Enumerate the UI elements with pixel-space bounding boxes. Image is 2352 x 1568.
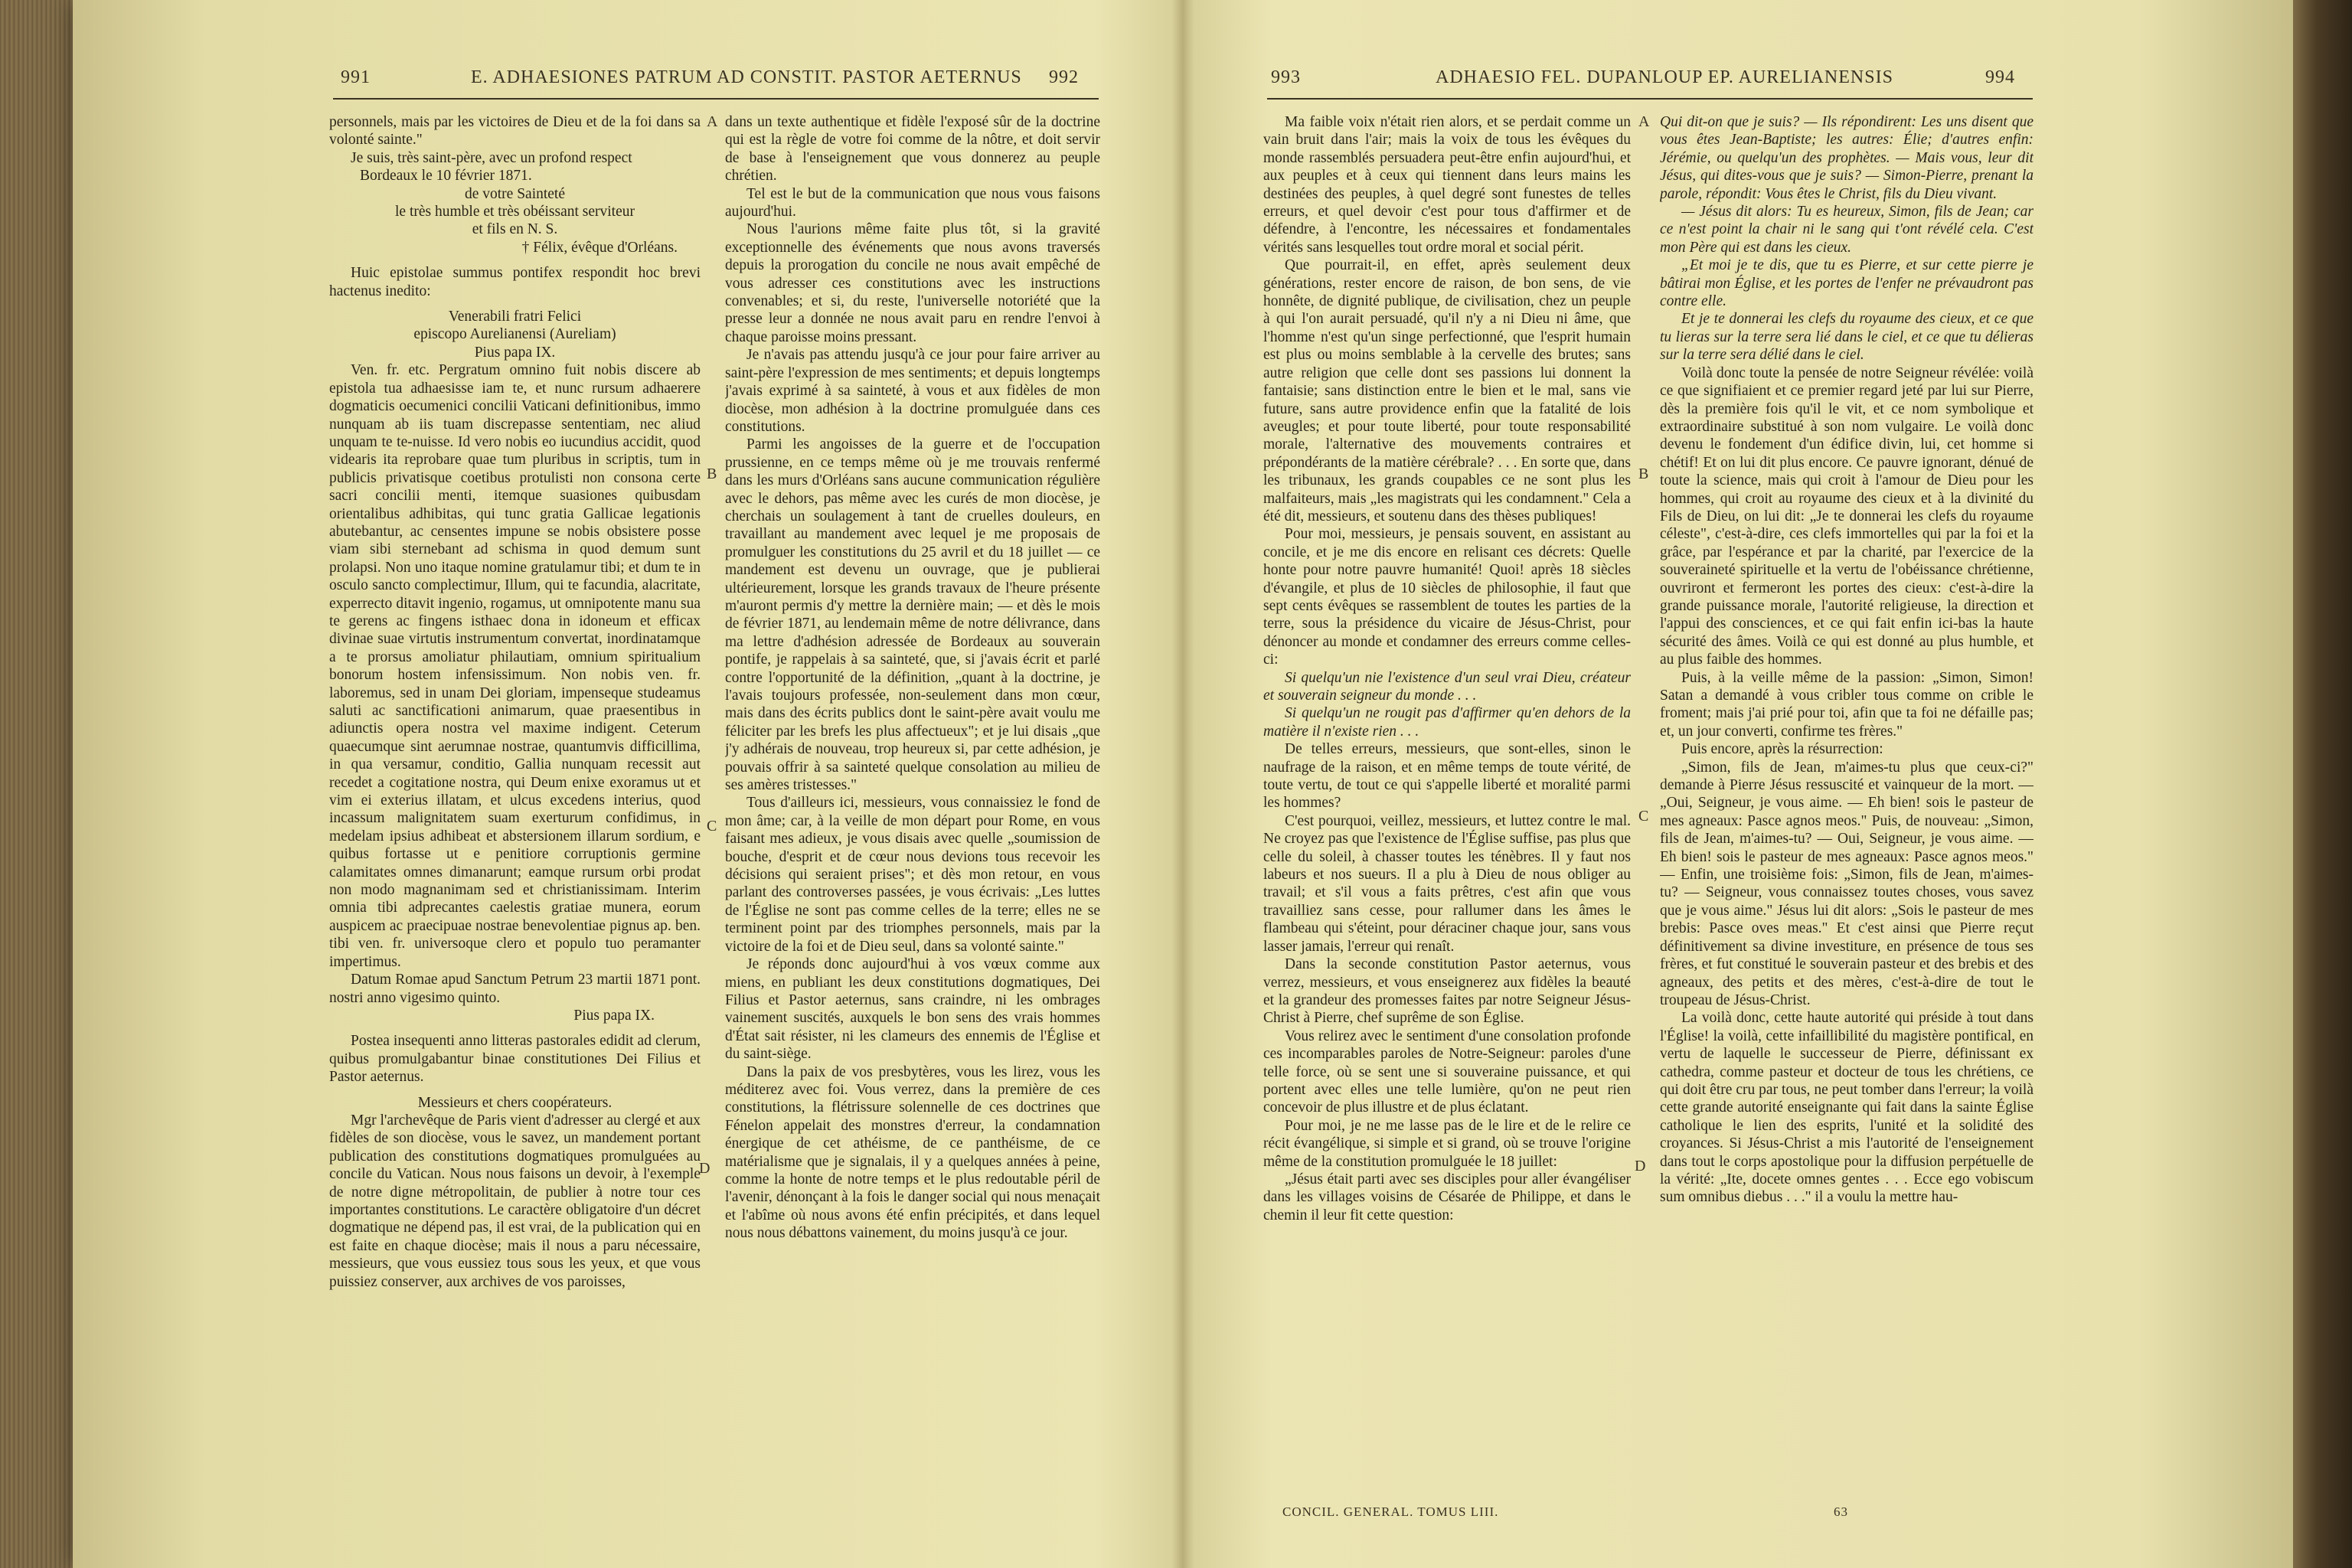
book-spread [73,0,2293,1568]
paragraph: Nous l'aurions même faite plus tôt, si la gravité exceptionnelle des événements que nous avons traversés depuis la prorogation du concile ne nous avait empêché de vous adresser ces constitutions avec les instructions convenables; et si, du reste, l'universelle notoriété que la presse leur a donnée ne nous avait paru en rendre l'envoi à chaque paroisse moins pressant. [725,221,1100,345]
paragraph: Messieurs et chers coopérateurs. [417,1094,612,1111]
paragraph: Puis, à la veille même de la passion: „Simon, Simon! Satan a demandé à vous cribler tous comme on crible le froment; mais j'ai prié pour toi, afin que ta foi ne défaille pas; et, un jour converti, confirme tes frères." [1660,669,2034,740]
paragraph: Bordeaux le 10 février 1871. [360,168,532,185]
paragraph: Puis encore, après la résurrection: [1681,741,1883,758]
paragraph: Huic epistolae summus pontifex respondit hoc brevi hactenus inedito: [329,265,701,299]
margin-letter-b: B [707,466,717,482]
margin-letter-d: D [699,1160,710,1177]
margin-letter-c: C [707,818,717,835]
signature: † Félix, évêque d'Orléans. [521,239,678,256]
paragraph: Parmi les angoisses de la guerre et de l'occupation prussienne, en ce temps même où je me trouvais renfermé dans les murs d'Orléans sans aucune communication régulière avec le dehors, pas même avec les curés de mon diocèse, je cherchais un soulagement à tant de cruelles douleurs, en travaillant au mandement avec lequel je me proposais de promulguer les constitutions du 25 avril et du 18 juillet — ce mandement est devenu un ouvrage, que je publierai ultérieurement, lorsque les grands travaux de l'heure présente m'auront permis d'y mettre la dernière main; — et dès le mois de février 1871, au lendemain même de notre délivrance, dans ma lettre d'adhésion adressée de Bordeaux au souverain pontife, je rappelais à sa sainteté, que, si j'avais écrit et parlé contre l'opportunité de la définition, „quant à la doctrine, je l'avais toujours professée, non-seulement dans mon cœur, mais dans des écrits publics dont le saint-père avait voulu me féliciter par les brefs les plus affectueux"; et je lui disais „que j'y adhérais de nouveau, trop heureux si, par cette adhésion, je pouvais offrir à sa sainteté quelque consolation au milieu de ses amères tristesses." [725,436,1100,794]
quotation: — Jésus dit alors: Tu es heureux, Simon, fils de Jean; car ce n'est point la chair ni le sang qui t'ont révélé cela. C'est mon Père qui est dans les cieux. [1660,204,2034,256]
left-page-right-number: 992 [1049,67,1079,87]
paragraph: et fils en N. S. [472,221,558,238]
paragraph: Je n'avais pas attendu jusqu'à ce jour pour faire arriver au saint-père l'expression de mes sentiments; et depuis longtemps j'avais exprimé à sa sainteté, à vous et aux fidèles de mon diocèse, mon adhésion à la doctrine promulguée dans ces constitutions. [725,347,1100,435]
quotation: Qui dit-on que je suis? — Ils répondirent: Les uns disent que vous êtes Jean-Baptiste; les autres: Élie; d'autres enfin: Jérémie, ou quelqu'un des prophètes. — Mais vous, leur dit Jésus, qui dites-vous que je suis? — Simon-Pierre, prenant la parole, répondit: Vous êtes le Christ, fils du Dieu vivant. [1660,114,2034,202]
quotation: Si quelqu'un nie l'existence d'un seul vrai Dieu, créateur et souverain seigneur du monde . . . [1263,669,1631,704]
left-page-column-1 [329,113,701,1507]
margin-letter-a: A [1638,113,1650,130]
paragraph: Dans la seconde constitution Pastor aeternus, vous verrez, messieurs, et vous enseignerez aux fidèles la beauté et la grandeur des promesses faites par notre Seigneur Jésus-Christ à Pierre, chef suprême de son Église. [1263,956,1631,1027]
paragraph: Pour moi, messieurs, je pensais souvent, en assistant au concile, et je me dis encore en relisant ces décrets: Quelle honte pour notre pauvre humanité! Quoi! après 18 siècles d'évangile, et plus de 10 siècles de philosophie, il faut que sept cents évêques se rassemblent de toutes les parties de la terre, sous la présidence du vicaire de Jésus-Christ, pour dénoncer au monde et condamner des erreurs comme celles-ci: [1263,526,1631,668]
paragraph: Pius papa IX. [474,344,556,361]
paragraph: le très humble et très obéissant serviteur [395,204,635,220]
paragraph: Dans la paix de vos presbytères, vous les lirez, vous les méditerez avec foi. Vous verrez, dans la première de ces constitutions, la flétrissure solennelle de ces doctrines que Fénelon appelait des monstres d'erreur, la condamnation énergique de cet athéisme, de ce panthéisme, de ce matérialisme que je signalais, il y a quelques années à peine, comme la honte de notre temps et le plus redoutable péril de l'avenir, dénonçant à la fois le danger social qui nous menaçait et l'abîme où nous avons été enfin précipités, et dans lequel nous nous débattons vainement, du moins jusqu'à ce jour. [725,1063,1100,1242]
paragraph: episcopo Aurelianensi (Aureliam) [413,326,616,343]
paragraph: De telles erreurs, messieurs, que sont-elles, sinon le naufrage de la raison, et en même temps de toute vérité, de toute vertu, de tout ce qui s'appelle liberté et moralité parmi les hommes? [1263,741,1631,812]
paragraph: Postea insequenti anno litteras pastorales edidit ad clerum, quibus promulgabantur binae constitutiones Dei Filius et Pastor aeternus. [329,1033,701,1086]
paragraph: La voilà donc, cette haute autorité qui préside à tout dans l'Église! la voilà, cette infaillibilité du magistère pontifical, en vertu de laquelle le successeur de Pierre, définissant ex cathedra, comme pasteur et docteur de tous les chrétiens, ce qui doit être cru par tous, ne peut tomber dans l'erreur; la voilà cette grande autorité enseignante qui fait dans la sainte Église catholique le lien des esprits, l'unité et la solidité des croyances. Si Jésus-Christ a mis l'autorité de l'enseignement dans tout le corps apostolique pour la diffusion perpétuelle de la vérité: „Ite, docete omnes gentes . . . Ecce ego vobiscum sum omnibus diebus . . ." il a voulu la mettre hau- [1660,1010,2034,1206]
paragraph: Tel est le but de la communication que nous vous faisons aujourd'hui. [725,185,1100,220]
paragraph: C'est pourquoi, veillez, messieurs, et luttez contre le mal. Ne croyez pas que l'existence de l'Église suffise, pas plus que celle du soleil, à chasser toutes les ténèbres. Il y faut nos labeurs et nos sueurs. Il a plu à Dieu de nous obliger au travail; et s'il vous a faits prêtres, c'est afin que vous travailliez sans cesse, pour rallumer dans les âmes le flambeau qui s'éteint, pour déraciner chaque jour, sans vous lasser jamais, l'erreur qui renaît. [1263,812,1631,955]
right-header-rule [1267,98,2033,100]
paragraph: Tous d'ailleurs ici, messieurs, vous connaissiez le fond de mon âme; car, à la veille de mon départ pour Rome, en vous faisant mes adieux, je vous disais avec quelle „soumission de bouche, d'esprit et de cœur nous devions tous recevoir les décisions qui seraient prises"; et dès mon retour, en vous parlant des controverses passées, je vous écrivais: „Les luttes de l'Église ne sont pas comme celles de la terre; elles ne se terminent point par des triomphes personnels, mais par la victoire de la foi et de Dieu seul, dans sa volonté sainte." [725,795,1100,955]
margin-letter-a: A [707,113,718,130]
paragraph: Ma faible voix n'était rien alors, et se perdait comme un vain bruit dans l'air; mais la voix de tous les évêques du monde rassemblés persuadera peut-être enfin aujourd'hui, et aux peuples et à ceux qui tiennent dans leurs mains les destinées des peuples, à quel degré sont funestes de telles erreurs, et quel devoir c'est pour tous d'affirmer et de défendre, à l'encontre, les nécessaires et fondamentales vérités sans lesquelles tout ordre moral et social périt. [1263,114,1631,256]
margin-letter-b: B [1638,466,1649,482]
paragraph: Vous relirez avec le sentiment d'une consolation profonde ces incomparables paroles de Notre-Seigneur: paroles d'une telle force, où se sent une si souveraine puissance, et qui portent avec elles une telle lumière, qu'on ne peut rien concevoir de plus illustre et de plus éclatant. [1263,1027,1631,1116]
footer-sheet-number: 63 [1834,1504,1848,1519]
right-page-edges [2293,0,2352,1568]
paragraph: Je réponds donc aujourd'hui à vos vœux comme aux miens, en publiant les deux constitutions dogmatiques, Dei Filius et Pastor aeternus, sans craindre, ni les ombrages vainement suscités, auxquels le bon sens des vrais hommes d'État sait résister, ni les clameurs des ennemis de l'Église et du saint-siège. [725,956,1100,1063]
left-page-edges [0,0,73,1568]
paragraph: de votre Sainteté [464,185,566,202]
paragraph: Que pourrait-il, en effet, après seulement deux générations, rester encore de raison, de bon sens, de vie honnête, de dignité publique, de civilisation, chez un peuple à qui l'on aurait persuadé, qu'il n'y a ni Dieu ni âme, que l'homme n'est qu'un singe perfectionné, que l'esprit humain est plus ou moins semblable à la cervelle des brutes; sans autre religion que celle dont ses passions lui donnent la fantaisie; sans distinction entre le bien et le mal, sans vie future, sans autre providence enfin que la fatalité de lois aveugles; et pour toute liberté, pour toute responsabilité morale, l'alternative des mouvements contraires et prépondérants de la matière cérébrale? . . . En sorte que, dans les tribunaux, les grands coupables ce ne sont plus les malfaiteurs, mais „les magistrats qui les condamnent." Cela a été dit, messieurs, et soutenu dans des thèses publiques! [1263,257,1631,524]
paragraph: Venerabili fratri Felici [448,309,582,325]
signature: Pius papa IX. [573,1007,655,1024]
paragraph: „Simon, fils de Jean, m'aimes-tu plus que ceux-ci?" demande à Pierre Jésus ressuscité et vainqueur de la mort. — „Oui, Seigneur, je vous aime. — Eh bien! sois le pasteur de mes agneaux: Pasce agnos meos." Puis, de nouveau: „Simon, fils de Jean, m'aimes-tu? — Oui, Seigneur, je vous aime. — Eh bien! sois le pasteur de mes agneaux: Pasce agnos meos." — Enfin, une troisième fois: „Simon, fils de Jean, m'aimes-tu? — Seigneur, vous connaissez toutes choses, vous savez que je vous aime." Jésus lui dit alors: „Sois le pasteur de mes brebis: Pasce oves meas." Et c'est ainsi que Pierre reçut définitivement sa divine investiture, en présence de tous ses frères, et fut constitué le souverain pasteur et des brebis et des agneaux, des petits et des mères, c'est-à-dire de tout le troupeau de Jésus-Christ. [1660,759,2034,1008]
margin-letter-d: D [1635,1158,1646,1174]
paragraph: Ven. fr. etc. Pergratum omnino fuit nobis discere ab epistola tua adhaesisse iam te, et nunc rursum adhaerere dogmaticis oecumenici concilii Vaticani definitionibus, immo nunquam ab iis tuam discrepasse sententiam, nec aliud unquam te te-nuisse. Id vero nobis eo iucundius accidit, quod videaris ita reprobare quae tum pluribus in scriptis, tum in publicis privatisque coetibus protulisti non consona certe sacri concilii menti, itemque suasiones quibusdam orientalibus adhibitas, qui tunc gratia Gallicae legationis abutebantur, ac censentes impune se nobis obsistere posse viam sibi sternebant ad schisma in quod demum sunt prolapsi. Non uno itaque nomine gratulamur tibi; et dum te in osculo sancto complectimur, Illum, qui te facundia, alacritate, experrecto ditavit ingenio, rogamus, ut omnipotente manu sua te gerens ac fingens isthaec dona in idoneum et efficax divinae suae virtutis instrumentum convertat, inordinatamque a te prorsus amoliatur philautiam, omnium spiritualium bonorum hostem infensissimum. Non nobis ven. fr. laboremus, sed in unam Dei gloriam, impenseque studeamus saluti ac sanctificationi animarum, quae praesentibus in adiunctis opera nostra vel maxime indigent. Ceterum quaecumque sint aerumnae nostrae, quantumvis difficillima, in qua versamur, conditio, Gallia nunquam recessit aut recedet a cogitatione nostra, qui Deum enixe exoramus ut et vim ei exterius illatam, et ulcus excedens interius, quod incassum malignitatem suam exerturum confidimus, in medelam ipsius adhibeat et abstersionem illarum sordium, e quibus fortasse ut e penitiore corruptionis germine calamitates omnes dimanarunt; eamque rursum orbi prodat non modo magnanimam sed et christianissimam. Interim omnia tibi adprecantes caelestis gratiae munera, eorum auspicem ac praecipuae nostrae benevolentiae pignus ap. ben. tibi ven. fr. universoque clero et populo tuo peramanter impertimus. [329,362,701,970]
footer-signature: CONCIL. GENERAL. TOMUS LIII. [1282,1504,1499,1519]
paragraph: Je suis, très saint-père, avec un profond respect [351,149,632,166]
paragraph: Datum Romae apud Sanctum Petrum 23 martii 1871 pont. nostri anno vigesimo quinto. [329,972,701,1006]
quotation: Si quelqu'un ne rougit pas d'affirmer qu'en dehors de la matière il n'existe rien . . . [1263,705,1631,740]
left-page-column-2 [725,113,1100,1507]
right-page-title: ADHAESIO FEL. DUPANLOUP EP. AURELIANENSIS [1436,67,1893,87]
right-page-number: 993 [1271,67,1301,87]
paragraph: Pour moi, je ne me lasse pas de le lire et de le relire ce récit évangélique, si simple et si grand, où se trouve l'origine même de la constitution promulguée le 18 juillet: [1263,1117,1631,1170]
quotation: Et je te donnerai les clefs du royaume des cieux, et ce que tu lieras sur la terre sera lié dans le ciel, et ce que tu délieras sur la terre sera délié dans le ciel. [1660,311,2034,364]
left-header-rule [333,98,1099,100]
paragraph: personnels, mais par les victoires de Dieu et de la foi dans sa volonté sainte." [329,114,701,149]
right-page-column-1 [1263,113,1631,1491]
paragraph: „Jésus était parti avec ses disciples pour aller évangéliser dans les villages voisins de Césarée de Philippe, et dans le chemin il leur fit cette question: [1263,1171,1631,1223]
left-page-number: 991 [341,67,371,87]
margin-letter-c: C [1638,808,1649,825]
paragraph: Voilà donc toute la pensée de notre Seigneur révélée: voilà ce que signifiaient et ce premier regard jeté par lui sur Pierre, dès la première fois qu'il le vit, et ce nom symbolique et extraordinaire substitué à son nom vulgaire. Le voilà donc devenu le fondement d'un édifice divin, lui, cet homme si chétif! Et on lui dit plus encore. Ce pauvre ignorant, dénué de toute la science, mais qui croit à l'amour de Dieu pour les hommes, qui croit au royaume des cieux et à la divinité du Fils de Dieu, on lui dit: „Je te donnerai les clefs du royaume céleste", c'est-à-dire, ces clefs immortelles qui par la foi et la grâce, par l'espérance et par la charité, par l'exercice de la souveraineté spirituelle et la vertu de l'obéissance chrétienne, ouvriront et fermeront les portes des cieux: c'est-à-dire la grande puissance morale, l'autorité religieuse, la direction et l'appui des consciences, et ce qui fait enfin ici-bas la haute sécurité des âmes. Voilà ce qui est donné au plus humble, et au plus faible des hommes. [1660,364,2034,668]
quotation: „Et moi je te dis, que tu es Pierre, et sur cette pierre je bâtirai mon Église, et les portes de l'enfer ne prévaudront pas contre elle. [1660,257,2034,310]
right-page-column-2 [1660,113,2034,1476]
paragraph: Mgr l'archevêque de Paris vient d'adresser au clergé et aux fidèles de son diocèse, vous le savez, un mandement portant publication des constitutions dogmatiques promulguées au concile du Vatican. Nous nous faisons un devoir, à l'exemple de notre digne métropolitain, de publier à notre tour ces importantes constitutions. Le caractère obligatoire d'un décret dogmatique ne dépend pas, il est vrai, de la publication qui en est faite en chaque diocèse; mais il nous a paru nécessaire, messieurs, que vous eussiez tous sous les yeux, et que vous puissiez conserver, aux archives de vos paroisses, [329,1112,701,1290]
left-page-title: E. ADHAESIONES PATRUM AD CONSTIT. PASTOR AETERNUS [471,67,1022,87]
right-page-right-number: 994 [1985,67,2015,87]
paragraph: dans un texte authentique et fidèle l'exposé sûr de la doctrine qui est la règle de votre foi comme de la nôtre, et doit servir de base à l'enseignement que vous donnerez au peuple chrétien. [725,114,1100,185]
